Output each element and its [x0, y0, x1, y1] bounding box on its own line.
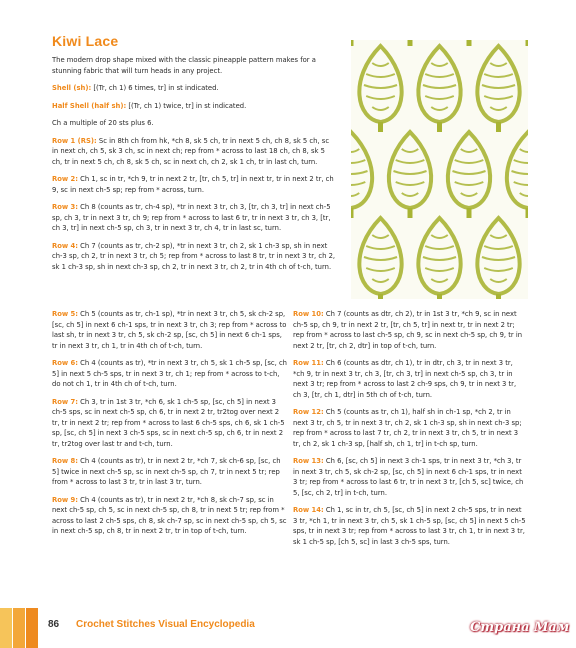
half-shell-definition	[52, 101, 337, 112]
pattern-row	[52, 241, 337, 273]
row-instructions: Ch 3, tr in 1st 3 tr, *ch 6, sk 1 ch-5 sp, [sc, ch 5] in next 3 ch-5 sps, sc in next ch-5 sp, ch 6, tr in next 2 tr, tr2tog over next 2 tr, tr in next 2 tr; rep from * across to last 6 ch-5 sps, ch 6, sk 1 ch-5 sp, [sc, ch 5] in next 3 ch-5 sps, sc in next ch-5 sp, ch 6, tr in next 2 tr, tr2tog over last tr and t-ch, turn.	[52, 397, 285, 448]
row-instructions: Ch 1, sc in tr, ch 5, [sc, ch 5] in next 2 ch-5 sps, tr in next 3 tr, *ch 1, tr in next 3 tr, ch 5, sk 1 ch-5 sp, [sc, ch 5] in next 5 ch-5 sps, tr in next 3 tr; rep from * across to last 3 tr, ch 1, tr in next 3 tr, sk 1 ch-5 sp, [ch 5, sc] in last 3 ch-5 sps, turn.	[293, 506, 526, 546]
rows-right-column	[293, 309, 526, 554]
row-instructions: Ch 7 (counts as dtr, ch 2), tr in 1st 3 tr, *ch 9, sc in next ch-5 sp, ch 9, tr in next 2 tr, [tr, ch 5, tr] in next tr, tr in next 2 tr; rep from * across to last ch-5 sp, ch 9, sc in next ch-5 sp, ch 9, tr in next 2 tr, [tr, ch 2, dtr] in top of t-ch, turn.	[293, 310, 523, 350]
pattern-row	[293, 358, 526, 400]
row-label: Row 12:	[293, 408, 324, 416]
row-instructions: Ch 4 (counts as tr), tr in next 2 tr, *ch 8, sk ch-7 sp, sc in next ch-5 sp, ch 5, sc in next ch-5 sp, ch 8, tr in next 5 tr; rep from * across to last 2 ch-5 sps, ch 8, sk ch-7 sp, sc in next ch-5 sp, ch 5, sc in next ch-5 sp, ch 8, tr in next 2 tr, tr in top of t-ch, turn.	[52, 495, 287, 535]
row-label: Row 14:	[293, 506, 324, 514]
row-label: Row 10:	[293, 310, 324, 318]
footer-color-bars	[0, 608, 38, 648]
half-shell-text: [(Tr, ch 1) twice, tr] in st indicated.	[128, 101, 247, 110]
shell-text: [(Tr, ch 1) 6 times, tr] in st indicated.	[93, 84, 219, 92]
lace-swatch-photo	[351, 40, 528, 299]
row-label: Row 11:	[293, 359, 324, 367]
row-instructions: Ch 7 (counts as tr, ch-2 sp), *tr in next 3 tr, ch 2, sk 1 ch-3 sp, sh in next ch-3 sp, ch 2, tr in next 3 tr, ch 5; rep from * across to last 8 tr, tr in next 3 tr, ch 2, sk 1 ch-3 sp, sh in next ch-3 sp, ch 2, tr in next 3 tr, ch 2, tr in 4th ch of t-ch, turn.	[52, 241, 336, 271]
page-title: Kiwi Lace	[52, 33, 119, 49]
row-instructions: Ch 4 (counts as tr), *tr in next 3 tr, ch 5, sk 1 ch-5 sp, [sc, ch 5] in next 5 ch-5 sps, tr in next 3 tr, ch 1; rep from * across to t-ch, do not ch 1, tr in 4th ch of t-ch, turn.	[52, 359, 287, 388]
pattern-row	[52, 358, 287, 390]
row-label: Row 13:	[293, 457, 324, 465]
footer-bar	[26, 608, 38, 648]
row-label: Row 2:	[52, 175, 78, 183]
pattern-row	[52, 174, 337, 195]
lace-swatch-image	[351, 40, 528, 299]
row-label: Row 7:	[52, 397, 78, 406]
pattern-row	[293, 505, 526, 547]
shell-definition	[52, 83, 337, 94]
intro-section	[52, 55, 337, 279]
row-instructions: Sc in 8th ch from hk, *ch 8, sk 5 ch, tr in next 5 ch, ch 8, sk 5 ch, sc in next ch, ch 5, sk 3 ch, sc in next ch; rep from * across to last 18 ch, ch 8, sk 5 ch, tr in next 5 ch, ch 8, sk 5 ch, sc in next ch, ch 2, sk 1 ch, tr in last ch, turn.	[52, 136, 330, 166]
row-instructions: Ch 6, [sc, ch 5] in next 3 ch-1 sps, tr in next 3 tr, *ch 3, tr in next 3 tr, ch 5, sk ch-2 sp, [sc, ch 5] in next 6 ch-1 sps, tr in next 3 tr; rep from * across to last 6 tr, tr in next 3 tr, [ch 5, sc] twice, ch 5, [sc, ch 2, tr] in t-ch, turn.	[293, 457, 524, 497]
row-instructions: Ch 6 (counts as dtr, ch 1), tr in dtr, ch 3, tr in next 3 tr, *ch 9, tr in next 3 tr, ch 3, [tr, ch 3, tr] in next ch-5 sp, ch 3, tr in next 3 tr; rep from * across to last 2 ch-9 sps, ch 9, tr in next 3 tr, ch 3, [tr, ch 1, dtr] in 5th ch of t-ch, turn.	[293, 359, 517, 399]
pattern-row	[293, 309, 526, 351]
row-label: Row 1 (RS):	[52, 136, 97, 145]
pattern-row	[52, 495, 287, 537]
row-instructions: Ch 8 (counts as tr, ch-4 sp), *tr in next 3 tr, ch 3, [tr, ch 3, tr] in next ch-5 sp, ch 3, tr in next 3 tr, ch 9; rep from * across to last 6 tr, tr in next 3 tr, ch 3, [tr, ch 3, tr] in next ch-5 sp, ch 3, tr in next 3 tr, ch 4, tr in last sc, turn.	[52, 203, 331, 232]
pattern-row	[293, 407, 526, 449]
pattern-row	[52, 136, 337, 168]
pattern-row	[52, 309, 287, 351]
row-instructions: Ch 4 (counts as tr), tr in next 2 tr, *ch 7, sk ch-6 sp, [sc, ch 5] twice in next ch-5 sp, sc in next ch-5 sp, ch 7, tr in next 5 tr; rep from * across to last 3 tr, tr in last 3 tr, turn.	[52, 457, 281, 486]
pattern-row	[52, 397, 287, 450]
page-number: 86	[48, 619, 60, 630]
pattern-row	[52, 456, 287, 488]
footer-bar	[13, 608, 25, 648]
intro-paragraph: The modern drop shape mixed with the classic pineapple pattern makes for a stunning fabric that will turn heads in any project.	[52, 56, 316, 75]
rows-top-list	[52, 136, 337, 273]
row-label: Row 9:	[52, 495, 78, 504]
pattern-row	[293, 456, 526, 498]
row-label: Row 8:	[52, 457, 78, 465]
shell-label: Shell (sh):	[52, 84, 92, 92]
book-title: Crochet Stitches Visual Encyclopedia	[76, 619, 255, 630]
site-watermark: Страна Мам	[470, 620, 570, 635]
row-label: Row 4:	[52, 241, 78, 250]
footer-bar	[0, 608, 12, 648]
row-label: Row 3:	[52, 203, 78, 211]
row-label: Row 5:	[52, 310, 78, 318]
row-instructions: Ch 1, sc in tr, *ch 9, tr in next 2 tr, [tr, ch 5, tr] in next tr, tr in next 2 tr, ch 9, sc in next ch-5 sp; rep from * across, turn.	[52, 175, 334, 194]
stitch-multiple: Ch a multiple of 20 sts plus 6.	[52, 119, 154, 127]
row-instructions: Ch 5 (counts as tr, ch 1), half sh in ch-1 sp, *ch 2, tr in next 3 tr, ch 5, tr in next 3 tr, ch 2, sk 1 ch-3 sp, sh in next ch-3 sp; rep from * across to last 7 tr, ch 2, tr in next 3 tr, ch 5, tr in next 3 tr, ch 2, sk 1 ch-3 sp, [half sh, ch 1, tr] in t-ch sp, turn.	[293, 408, 522, 448]
row-instructions: Ch 5 (counts as tr, ch-1 sp), *tr in next 3 tr, ch 5, sk ch-2 sp, [sc, ch 5] in next 6 ch-1 sps, tr in next 3 tr, ch 3; rep from * across to last sh, tr in next 3 tr, ch 5, sk ch-2 sp, [sc, ch 5] in next 6 ch-1 sps, tr in next 3 tr, ch 1, tr in 4th ch of t-ch, turn.	[52, 310, 287, 350]
rows-left-column	[52, 309, 287, 544]
half-shell-label: Half Shell (half sh):	[52, 101, 127, 110]
pattern-row	[52, 202, 337, 234]
row-label: Row 6:	[52, 359, 78, 367]
